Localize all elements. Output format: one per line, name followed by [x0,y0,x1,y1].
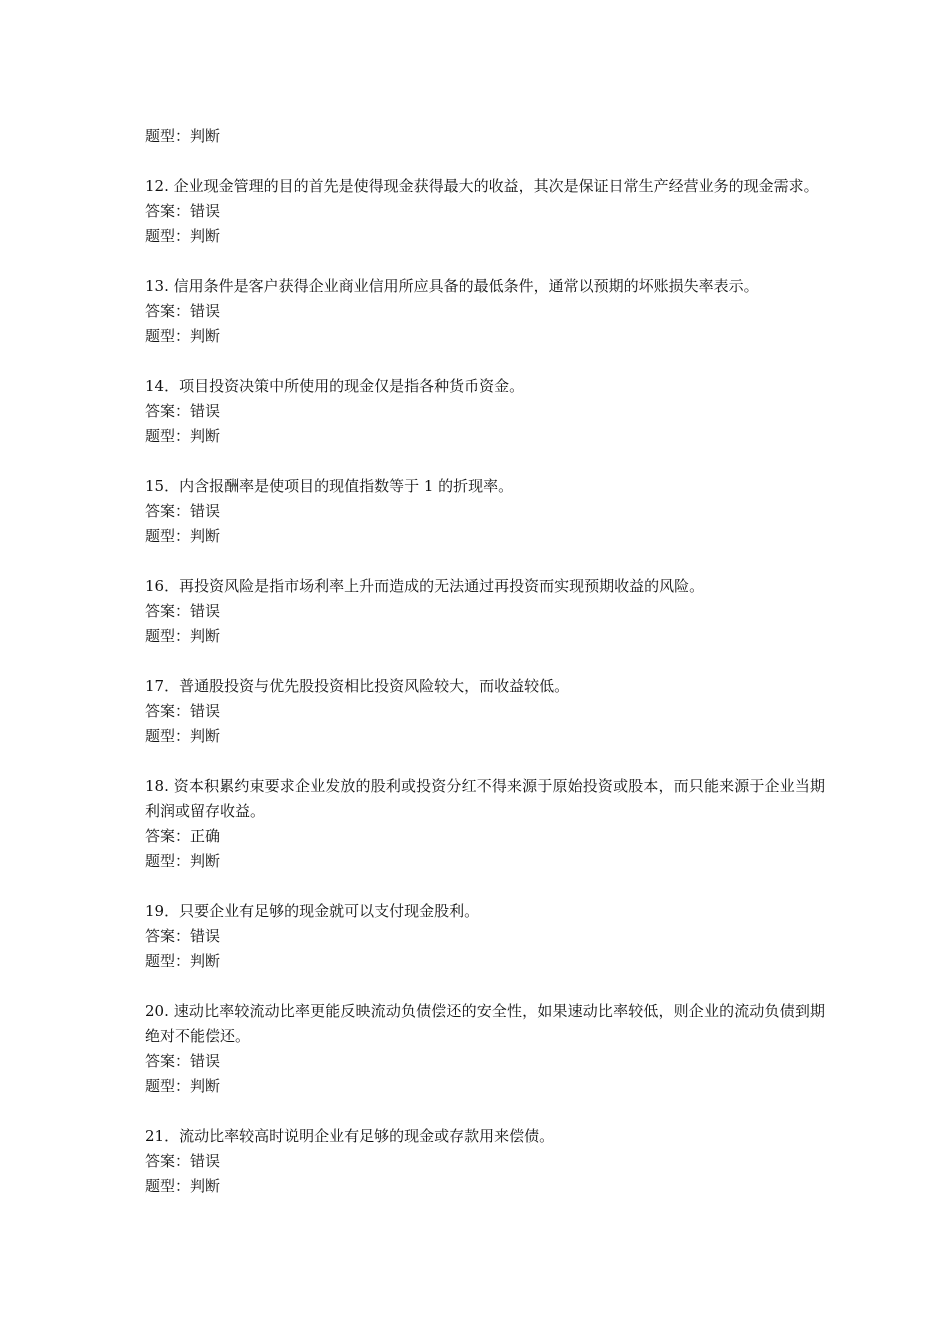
question-text: 20. 速动比率较流动比率更能反映流动负债偿还的安全性，如果速动比率较低，则企业的流动负债到期绝对不能偿还。 [145,1002,825,1045]
question-14 [145,374,825,449]
question-text: 18. 资本积累约束要求企业发放的股利或投资分红不得来源于原始投资或股本，而只能来源于企业当期利润或留存收益。 [145,777,825,820]
answer-line: 答案：错误 [145,927,221,945]
question-type-line: 题型：判断 [145,852,221,870]
question-text: 19．只要企业有足够的现金就可以支付现金股利。 [145,902,480,920]
question-type-line: 题型：判断 [145,427,221,445]
question-type-line: 题型：判断 [145,627,221,645]
answer-line: 答案：错误 [145,402,221,420]
answer-line: 答案：正确 [145,827,221,845]
question-15 [145,474,825,549]
answer-line: 答案：错误 [145,302,221,320]
answer-line: 答案：错误 [145,1152,221,1170]
question-type-line: 题型：判断 [145,227,221,245]
question-text: 16．再投资风险是指市场利率上升而造成的无法通过再投资而实现预期收益的风险。 [145,577,705,595]
question-type-line: 题型：判断 [145,727,221,745]
question-type-line: 题型：判断 [145,327,221,345]
question-17 [145,674,825,749]
question-text: 12. 企业现金管理的目的首先是使得现金获得最大的收益，其次是保证日常生产经营业务的现金需求。 [145,177,819,195]
question-12 [145,174,825,249]
answer-line: 答案：错误 [145,702,221,720]
question-type-line: 题型：判断 [145,527,221,545]
answer-line: 答案：错误 [145,502,221,520]
answer-line: 答案：错误 [145,1052,221,1070]
question-20 [145,999,825,1099]
question-13 [145,274,825,349]
question-19 [145,899,825,974]
question-type-line: 题型：判断 [145,127,221,145]
answer-line: 答案：错误 [145,602,221,620]
question-type-line: 题型：判断 [145,952,221,970]
question-21 [145,1124,825,1199]
question-16 [145,574,825,649]
question-type-line: 题型：判断 [145,1077,221,1095]
question-text: 21．流动比率较高时说明企业有足够的现金或存款用来偿债。 [145,1127,555,1145]
question-type-line: 题型：判断 [145,1177,221,1195]
question-text: 13. 信用条件是客户获得企业商业信用所应具备的最低条件，通常以预期的坏账损失率表示。 [145,277,759,295]
question-text: 15．内含报酬率是使项目的现值指数等于 1 的折现率。 [145,477,514,495]
question-text: 17．普通股投资与优先股投资相比投资风险较大，而收益较低。 [145,677,570,695]
question-text: 14．项目投资决策中所使用的现金仅是指各种货币资金。 [145,377,525,395]
answer-line: 答案：错误 [145,202,221,220]
question-18 [145,774,825,874]
document-page [145,124,825,1199]
